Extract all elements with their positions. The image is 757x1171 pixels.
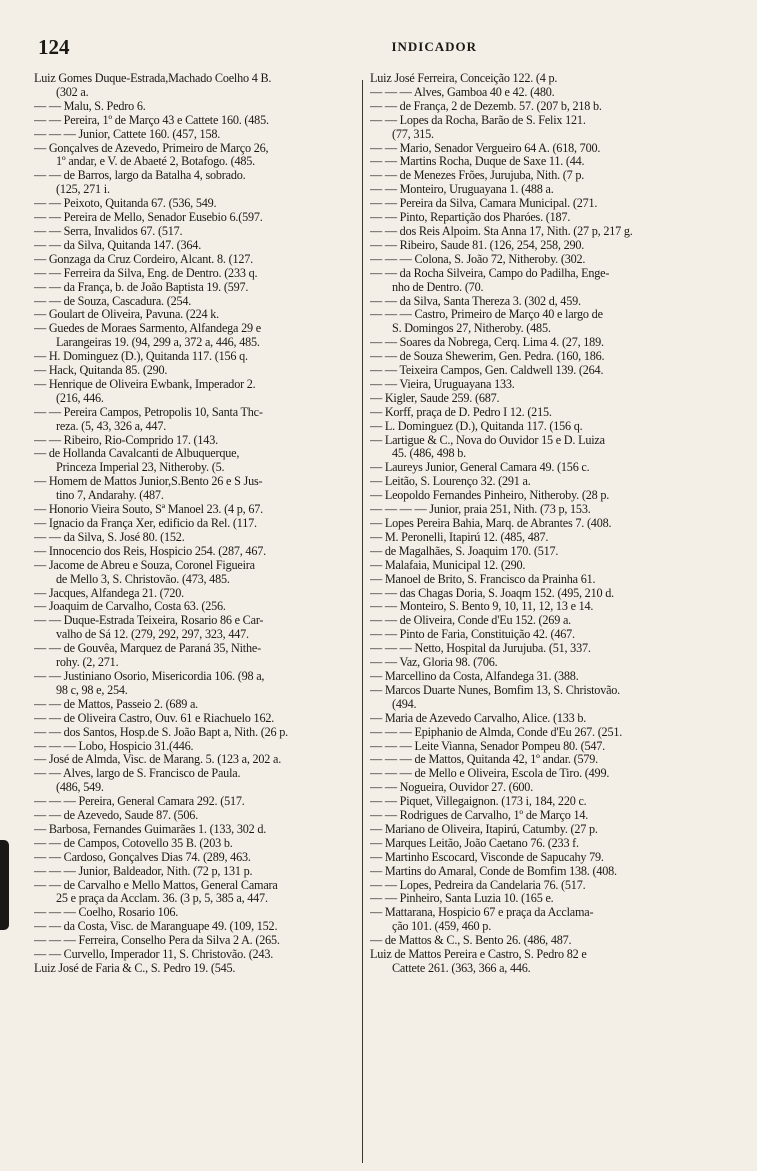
directory-entry: — — Monteiro, S. Bento 9, 10, 11, 12, 13 e 14. [370,600,594,614]
directory-entry: — — — Leite Vianna, Senador Pompeu 80. (547. [370,739,605,753]
directory-entry: — Leopoldo Fernandes Pinheiro, Nitheroby. (28 p. [370,489,610,503]
entry-continuation: de Mello 3, S. Christovão. (473, 485. [56,572,230,586]
directory-entry: — Hack, Quitanda 85. (290. [34,364,168,378]
directory-entry: — — de França, 2 de Dezemb. 57. (207 b, 218 b. [370,99,602,113]
directory-entry: — Gonçalves de Azevedo, Primeiro de Março 26, [34,141,269,155]
entry-continuation: valho de Sá 12. (279, 292, 297, 323, 447. [56,628,249,642]
entry-continuation: ção 101. (459, 460 p. [392,920,492,934]
directory-entry: — — da Rocha Silveira, Campo do Padilha, Enge- [370,266,610,280]
directory-entry: — — — Lobo, Hospicio 31.(446. [34,739,194,753]
directory-entry: — Marcellino da Costa, Alfandega 31. (388. [370,669,579,683]
directory-entry: — — — — Junior, praia 251, Nith. (73 p, 153. [370,503,591,517]
entry-continuation: (302 a. [56,85,89,99]
directory-entry: — — — Junior, Baldeador, Nith. (72 p, 131 p. [34,864,253,878]
entry-continuation: 98 c, 98 e, 254. [56,683,128,697]
binding-mark [0,840,9,930]
directory-entry: — Barbosa, Fernandes Guimarães 1. (133, 302 d. [34,822,267,836]
directory-entry: — — Duque-Estrada Teixeira, Rosario 86 e Car- [34,614,264,628]
directory-entry: — — de Souza, Cascadura. (254. [34,294,192,308]
directory-entry: — — Martins Rocha, Duque de Saxe 11. (44. [370,155,585,169]
directory-entry: — — de Campos, Cotovello 35 B. (203 b. [34,836,233,850]
entry-continuation: (486, 549. [56,781,104,795]
directory-entry: — — — Alves, Gamboa 40 e 42. (480. [370,85,555,99]
directory-entry: Luiz de Mattos Pereira e Castro, S. Pedro 82 e [370,948,587,962]
directory-entry: — — Serra, Invalidos 67. (517. [34,224,183,238]
directory-entry: — de Mattos & C., S. Bento 26. (486, 487. [370,934,572,948]
directory-entry: — — Peixoto, Quitanda 67. (536, 549. [34,197,217,211]
directory-entry: — — Pereira de Mello, Senador Eusebio 6.(597. [34,211,263,225]
directory-entry: — Martins do Amaral, Conde de Bomfim 138. (408. [370,864,617,878]
directory-entry: — — Malu, S. Pedro 6. [34,99,146,113]
directory-entry: — — Teixeira Campos, Gen. Caldwell 139. (264. [370,364,604,378]
entry-continuation: Larangeiras 19. (94, 299 a, 372 a, 446, 485. [56,336,260,350]
directory-entry: — — Soares da Nobrega, Cerq. Lima 4. (27, 189. [370,336,604,350]
directory-entry: — Marques Leitão, João Caetano 76. (233 f. [370,836,579,850]
directory-entry: Luiz José de Faria & C., S. Pedro 19. (545. [34,962,236,975]
directory-entry: — — Vieira, Uruguayana 133. [370,377,515,391]
entry-continuation: 25 e praça da Acclam. 36. (3 p, 5, 385 a, 447. [56,892,268,906]
directory-entry: — — Alves, largo de S. Francisco de Paula. [34,767,241,781]
directory-entry: — — Nogueira, Ouvidor 27. (600. [370,781,534,795]
directory-entry: Luiz José Ferreira, Conceição 122. (4 p. [370,72,558,85]
directory-entry: — — de Oliveira, Conde d'Eu 152. (269 a. [370,614,572,628]
entry-continuation: (494. [392,697,417,711]
directory-entry: Luiz Gomes Duque-Estrada,Machado Coelho 4 B. [34,72,272,85]
directory-entry: — — Pereira Campos, Petropolis 10, Santa Thc- [34,405,263,419]
entry-continuation: reza. (5, 43, 326 a, 447. [56,419,167,433]
directory-entry: — — — Castro, Primeiro de Março 40 e largo de [370,308,603,322]
directory-entry: — — Pereira da Silva, Camara Municipal. (271. [370,197,598,211]
directory-entry: — — da Silva, Santa Thereza 3. (302 d, 459. [370,294,581,308]
directory-entry: — — das Chagas Doria, S. Joaqm 152. (495, 210 d. [370,586,614,600]
directory-entry: — Laureys Junior, General Camara 49. (156 c. [370,461,590,475]
directory-entry: — — de Barros, largo da Batalha 4, sobrado. [34,169,246,183]
directory-entry: — — — Coelho, Rosario 106. [34,906,179,920]
entry-continuation: (216, 446. [56,391,104,405]
directory-entry: — Gonzaga da Cruz Cordeiro, Alcant. 8. (127. [34,252,253,266]
directory-entry: — — Cardoso, Gonçalves Dias 74. (289, 463. [34,850,251,864]
left-column [34,72,359,1163]
directory-entry: — Joaquim de Carvalho, Costa 63. (256. [34,600,226,614]
entry-continuation: nho de Dentro. (70. [392,280,484,294]
directory-entry: — — de Menezes Frões, Jurujuba, Nith. (7 p. [370,169,585,183]
directory-entry: — Malafaia, Municipal 12. (290. [370,558,526,572]
directory-entry: — — Ribeiro, Rio-Comprido 17. (143. [34,433,218,447]
directory-entry: — — de Azevedo, Saude 87. (506. [34,809,199,823]
directory-entry: — — — Epiphanio de Almda, Conde d'Eu 267. (251. [370,725,623,739]
directory-entry: — — dos Reis Alpoim. Sta Anna 17, Nith. (27 p, 217 g. [370,224,633,238]
directory-entry: — Homem de Mattos Junior,S.Bento 26 e S Jus- [34,475,263,489]
directory-entry: — de Hollanda Cavalcanti de Albuquerque, [34,447,240,461]
directory-entry: — — da Silva, S. José 80. (152. [34,530,185,544]
page-header [38,30,717,64]
directory-entry: — — de Gouvêa, Marquez de Paraná 35, Nithe- [34,642,261,656]
directory-entry: — Leitão, S. Lourenço 32. (291 a. [370,475,531,489]
column-divider [362,80,363,1163]
directory-entry: — — — Ferreira, Conselho Pera da Silva 2 A. (265. [34,934,280,948]
directory-entry: — — Monteiro, Uruguayana 1. (488 a. [370,183,554,197]
directory-entry: — — — de Mello e Oliveira, Escola de Tiro. (499. [370,767,610,781]
directory-entry: — — — Netto, Hospital da Jurujuba. (51, 337. [370,642,591,656]
directory-entry: — — Piquet, Villegaignon. (173 i, 184, 220 c. [370,795,587,809]
directory-entry: — — da Silva, Quitanda 147. (364. [34,238,202,252]
directory-entry: — — da Costa, Visc. de Maranguape 49. (109, 152. [34,920,278,934]
directory-entry: — — Ribeiro, Saude 81. (126, 254, 258, 290. [370,238,585,252]
directory-entry: — — Justiniano Osorio, Misericordia 106. (98 a, [34,669,265,683]
directory-entry: — — de Carvalho e Mello Mattos, General Camara [34,878,278,892]
directory-entry: — José de Almda, Visc. de Marang. 5. (123 a, 202 a. [34,753,282,767]
entry-continuation: (77, 315. [392,127,434,141]
directory-entry: — — Ferreira da Silva, Eng. de Dentro. (233 q. [34,266,258,280]
directory-entry: — — dos Santos, Hosp.de S. João Bapt a, Nith. (26 p. [34,725,288,739]
directory-entry: — — Pinto, Repartição dos Pharóes. (187. [370,211,571,225]
entry-continuation: Princeza Imperial 23, Nitheroby. (5. [56,461,225,475]
directory-entry: — H. Dominguez (D.), Quitanda 117. (156 q. [34,350,248,364]
directory-entry: — Goulart de Oliveira, Pavuna. (224 k. [34,308,219,322]
directory-entry: — Lopes Pereira Bahia, Marq. de Abrantes 7. (408. [370,517,612,530]
directory-entry: — Mariano de Oliveira, Itapirú, Catumby. (27 p. [370,822,598,836]
directory-entry: — Mattarana, Hospicio 67 e praça da Acclama- [370,906,594,920]
entry-continuation: 45. (486, 498 b. [392,447,466,461]
directory-entry: — Maria de Azevedo Carvalho, Alice. (133 b. [370,711,587,725]
directory-entry: — Jacome de Abreu e Souza, Coronel Figueira [34,558,255,572]
directory-entry: — Manoel de Brito, S. Francisco da Prainha 61. [370,572,596,586]
directory-entry: — L. Dominguez (D.), Quitanda 117. (156 q. [370,419,583,433]
directory-entry: — — — de Mattos, Quitanda 42, 1º andar. (579. [370,753,598,767]
directory-entry: — Honorio Vieira Souto, Sª Manoel 23. (4 p, 67. [34,503,263,517]
directory-entry: — Jacques, Alfandega 21. (720. [34,586,185,600]
entry-continuation: tino 7, Andarahy. (487. [56,489,164,503]
entry-continuation: rohy. (2, 271. [56,656,119,670]
right-column [366,72,742,1163]
directory-entry: — — Vaz, Gloria 98. (706. [370,656,498,670]
page-title: INDICADOR [391,39,477,54]
entry-columns [34,72,745,1163]
entry-continuation: Cattete 261. (363, 366 a, 446. [392,962,531,975]
directory-entry: — Marcos Duarte Nunes, Bomfim 13, S. Christovão. [370,683,621,697]
directory-entry: — Guedes de Moraes Sarmento, Alfandega 29 e [34,322,261,336]
directory-entry: — — Pereira, 1º de Março 43 e Cattete 160. (485. [34,113,269,127]
directory-entry: — Lartigue & C., Nova do Ouvidor 15 e D. Luiza [370,433,605,447]
directory-entry: — — Pinheiro, Santa Luzia 10. (165 e. [370,892,554,906]
directory-entry: — — — Junior, Cattete 160. (457, 158. [34,127,221,141]
directory-entry: — — Curvello, Imperador 11, S. Christovão. (243. [34,948,274,962]
directory-entry: — Korff, praça de D. Pedro I 12. (215. [370,405,552,419]
entry-continuation: (125, 271 i. [56,183,110,197]
directory-entry: — Innocencio dos Reis, Hospicio 254. (287, 467. [34,544,266,558]
directory-entry: — — — Colona, S. João 72, Nitheroby. (302. [370,252,586,266]
directory-entry: — — de Mattos, Passeio 2. (689 a. [34,697,199,711]
directory-entry: — Kigler, Saude 259. (687. [370,391,500,405]
entry-continuation: S. Domingos 27, Nitheroby. (485. [392,322,551,336]
directory-entry: — — da França, b. de João Baptista 19. (597. [34,280,249,294]
directory-entry: — — de Oliveira Castro, Ouv. 61 e Riachuelo 162. [34,711,275,725]
directory-entry: — — Mario, Senador Vergueiro 64 A. (618, 700. [370,141,601,155]
directory-entry: — Ignacio da França Xer, edificio da Rel. (117. [34,517,257,530]
directory-entry: — — de Souza Shewerim, Gen. Pedra. (160, 186. [370,350,605,364]
directory-entry: — — Lopes, Pedreira da Candelaria 76. (517. [370,878,586,892]
directory-entry: — — Lopes da Rocha, Barão de S. Felix 121. [370,113,586,127]
directory-entry: — — — Pereira, General Camara 292. (517. [34,795,245,809]
entry-continuation: 1º andar, e V. de Abaeté 2, Botafogo. (485. [56,155,256,169]
directory-entry: — — Rodrigues de Carvalho, 1º de Março 14. [370,809,589,823]
directory-entry: — Martinho Escocard, Visconde de Sapucahy 79. [370,850,604,864]
directory-entry: — de Magalhães, S. Joaquim 170. (517. [370,544,559,558]
directory-entry: — — Pinto de Faria, Constituição 42. (467. [370,628,575,642]
directory-entry: — M. Peronelli, Itapirú 12. (485, 487. [370,530,549,544]
page-number: 124 [38,34,70,59]
directory-entry: — Henrique de Oliveira Ewbank, Imperador 2. [34,377,256,391]
